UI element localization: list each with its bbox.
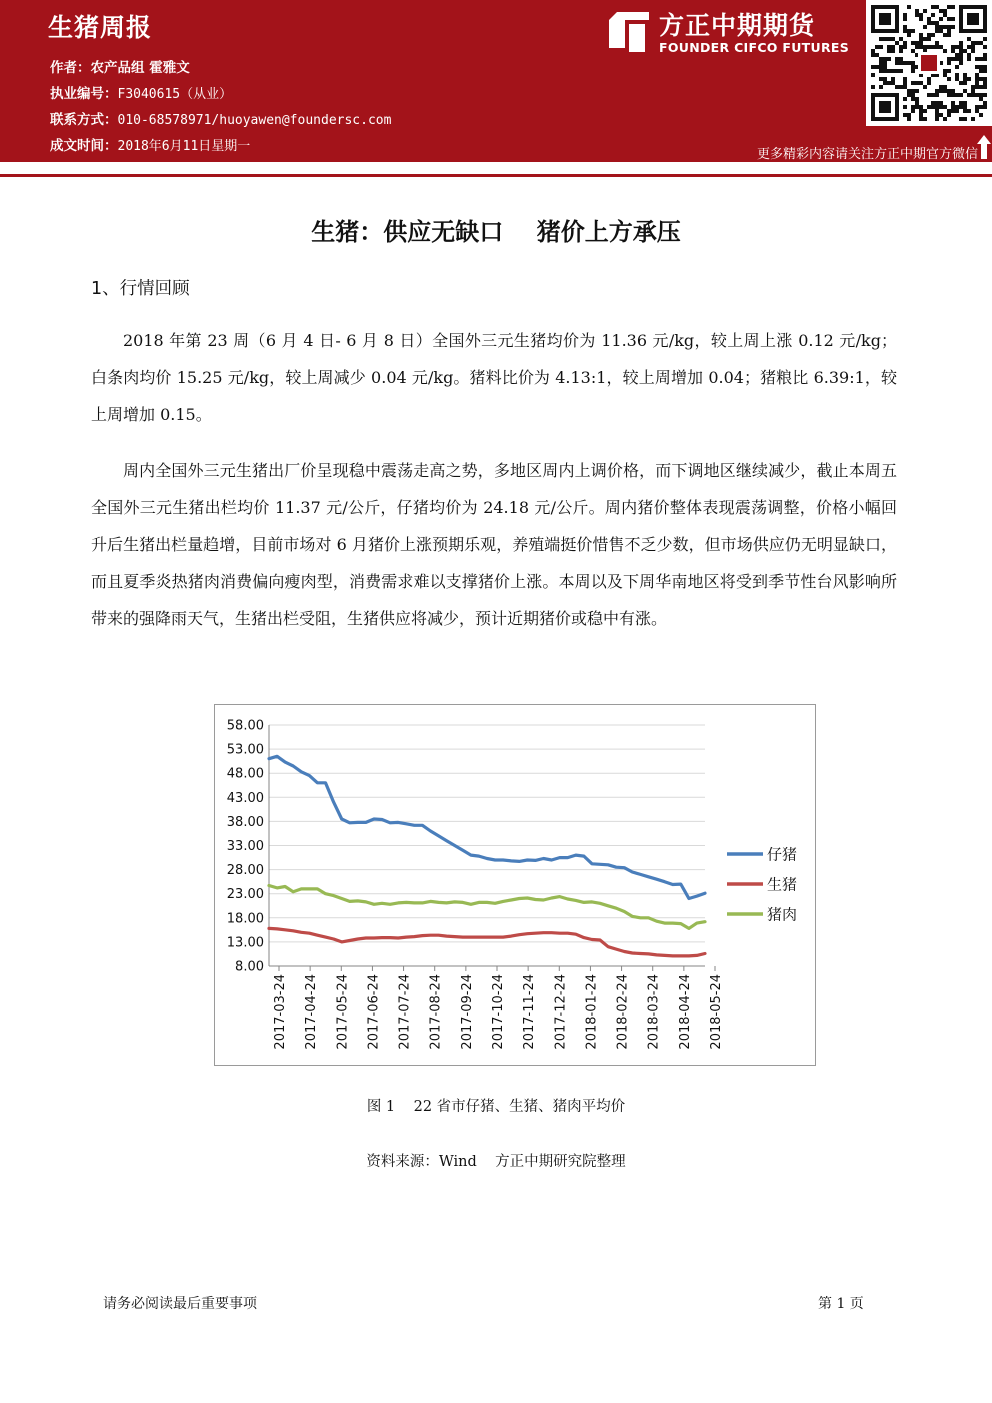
x-tick-label: 2018-04-24 <box>677 974 693 1050</box>
x-tick-label: 2018-05-24 <box>709 974 724 1050</box>
x-tick-label: 2017-03-24 <box>273 974 288 1050</box>
y-tick-label: 33.00 <box>226 839 264 854</box>
x-tick-label: 2017-06-24 <box>366 974 382 1050</box>
wechat-follow-note: 更多精彩内容请关注方正中期官方微信 <box>756 147 978 162</box>
document-title: 生猪：供应无缺口 猪价上方承压 <box>311 218 681 246</box>
license-line <box>50 82 232 102</box>
price-chart <box>214 704 816 1066</box>
y-tick-label: 53.00 <box>226 742 264 758</box>
company-logo <box>605 6 865 61</box>
legend-label: 仔猪 <box>767 845 798 864</box>
x-tick-label: 2017-07-24 <box>397 974 413 1050</box>
contact-label: 联系方式： <box>50 112 118 128</box>
author-label: 作者： <box>50 60 91 76</box>
x-tick-label: 2017-04-24 <box>304 974 320 1050</box>
y-tick-label: 23.00 <box>226 887 264 903</box>
x-tick-label: 2018-02-24 <box>615 974 631 1050</box>
logo-mark-icon <box>605 8 653 56</box>
legend-label: 猪肉 <box>767 905 798 924</box>
x-tick-label: 2017-09-24 <box>459 974 475 1050</box>
qr-code-icon <box>866 0 992 126</box>
logo-english-name: FOUNDER CIFCO FUTURES <box>659 40 850 55</box>
x-tick-label: 2017-05-24 <box>335 974 351 1050</box>
x-tick-label: 2018-03-24 <box>646 974 662 1050</box>
legend-label: 生猪 <box>767 875 798 894</box>
logo-chinese-name: 方正中期期货 <box>659 11 816 40</box>
y-tick-label: 13.00 <box>226 935 264 951</box>
y-tick-label: 38.00 <box>226 814 264 830</box>
x-tick-label: 2018-01-24 <box>584 974 600 1050</box>
contact-value[interactable]: 010-68578971/huoyawen@foundersc.com <box>117 113 392 128</box>
x-tick-label: 2017-12-24 <box>553 974 569 1050</box>
y-tick-label: 58.00 <box>226 718 264 734</box>
x-tick-label: 2017-08-24 <box>428 974 444 1050</box>
paragraph-2: 周内全国外三元生猪出厂价呈现稳中震荡走高之势，多地区周内上调价格，而下调地区继续减少，截止本周五全国外三元生猪出栏均价 11.37 元/公斤，仔猪均价为 24.18 元/公斤。周内猪价整体表现震荡调整，价格小幅回升后生猪出栏量趋增，目前市场对 6 月猪价上涨预期乐观，养殖端挺价惜售不乏少数，但市场供应仍无明显缺口，而且夏季炎热猪肉消费偏向瘦肉型，消费需求难以支撑猪价上涨。本周以及下周华南地区将受到季节性台风影响所带来的强降雨天气，生猪出栏受阻，生猪供应将减少，预计近期猪价或稳中有涨。 <box>91 461 897 628</box>
footer-notice: 请务必阅读最后重要事项 <box>103 1296 257 1312</box>
x-tick-label: 2017-11-24 <box>522 974 538 1050</box>
license-label: 执业编号： <box>50 86 118 102</box>
y-tick-label: 28.00 <box>226 863 264 879</box>
paragraph-1: 2018 年第 23 周（6 月 4 日- 6 月 8 日）全国外三元生猪均价为 11.36 元/kg，较上周上涨 0.12 元/kg；白条肉均价 15.25 元/kg，较上周减少 0.04 元/kg。猪料比价为 4.13:1，较上周增加 0.04；猪粮比 6.39:1，较上周增加 0.15。 <box>91 331 897 424</box>
contact-line <box>50 108 391 128</box>
page-number: 第 1 页 <box>818 1296 864 1312</box>
figure-source: 资料来源：Wind 方正中期研究院整理 <box>366 1154 626 1170</box>
date-value: 2018年6月11日星期一 <box>117 139 251 154</box>
up-arrow-icon <box>976 134 992 160</box>
wechat-qr-code <box>866 0 992 126</box>
report-header <box>0 0 992 162</box>
author-line <box>50 56 190 76</box>
series-line-仔猪 <box>269 756 705 898</box>
report-title: 生猪周报 <box>48 13 153 42</box>
header-divider <box>0 174 992 177</box>
figure-caption: 图 1 22 省市仔猪、生猪、猪肉平均价 <box>366 1099 626 1115</box>
qr-center-logo <box>921 55 937 71</box>
license-value: F3040615（从业） <box>117 87 233 102</box>
date-label: 成文时间： <box>50 138 118 154</box>
y-tick-label: 48.00 <box>226 766 264 782</box>
x-tick-label: 2017-10-24 <box>491 974 506 1050</box>
y-tick-label: 18.00 <box>226 911 264 927</box>
date-line <box>50 134 250 154</box>
y-tick-label: 8.00 <box>235 959 264 975</box>
y-tick-label: 43.00 <box>226 790 264 806</box>
section-heading: 1、行情回顾 <box>91 279 190 299</box>
series-line-猪肉 <box>269 886 705 929</box>
price-chart-svg <box>215 705 815 1065</box>
author-value: 农产品组 霍雅文 <box>90 60 190 76</box>
